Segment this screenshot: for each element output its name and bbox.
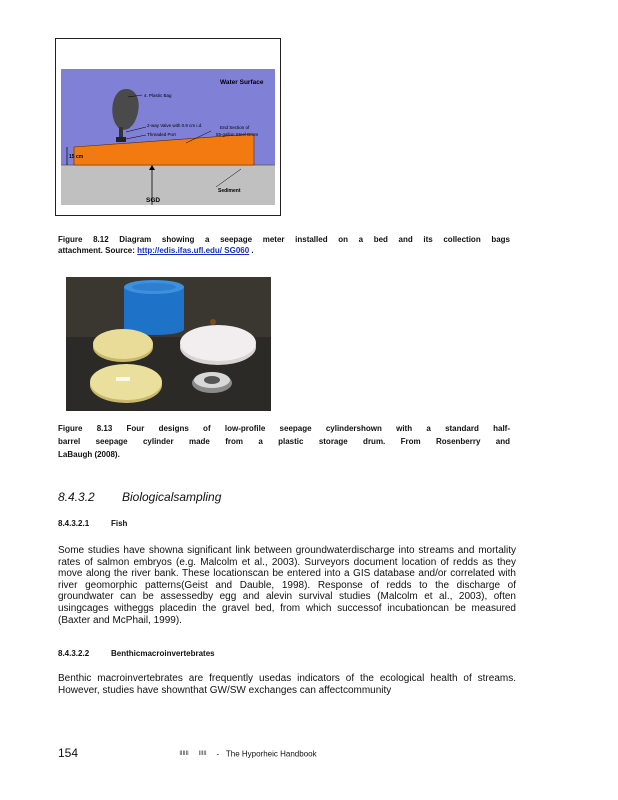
subsection-fish-heading: [58, 519, 127, 528]
subsection-fish-title: Fish: [111, 519, 128, 528]
subsection-benthic-number: 8.4.3.2.2: [58, 649, 90, 658]
caption-suffix: .: [251, 246, 254, 255]
label-plastic-bag: 4. Plastic Bag: [144, 93, 172, 98]
source-link[interactable]: http://edis.ifas.ufl.edu/ SG060: [137, 246, 250, 255]
figure-8-12-caption-line1: Figure 8.12 Diagram showing a seepage meter installed on a bed and its collection bags: [58, 235, 510, 244]
label-end-section-1: End Section of: [220, 125, 250, 130]
subsection-fish-number: 8.4.3.2.1: [58, 519, 90, 528]
caption-prefix: attachment. Source:: [58, 246, 135, 255]
book-title: The Hyporheic Handbook: [225, 749, 317, 759]
label-depth: 15 cm: [69, 154, 84, 160]
page-footer: [58, 746, 518, 760]
label-sgd: SGD: [146, 197, 161, 204]
footer-mark-a: ǀǀǀǀǀǀ: [179, 750, 189, 757]
label-threaded-port: Threaded Port: [147, 132, 176, 137]
label-water-surface: Water Surface: [220, 79, 264, 86]
label-end-section-2: 55-gallon Steel Drum: [216, 132, 259, 137]
seepage-cylinders-photo: [66, 277, 271, 411]
section-number: 8.4.3.2: [58, 490, 95, 504]
section-heading: [58, 490, 221, 504]
section-title: Biologicalsampling: [122, 490, 222, 504]
figure-8-13-caption-line2: barrel seepage cylinder made from a plastic storage drum. From Rosenberry and: [58, 437, 510, 446]
label-sediment: Sediment: [218, 188, 241, 194]
page-number: 154: [58, 746, 79, 760]
figure-8-13-caption-line3: LaBaugh (2008).: [58, 450, 120, 459]
footer-mark-b: ǀǀǀǀǀ: [198, 750, 207, 757]
seepage-meter-diagram: [55, 38, 281, 216]
fish-paragraph: Some studies have showna significant link between groundwaterdischarge into streams and mortality rates of salmon embryos (e.g. Malcolm et al., 2003). Surveyors document location of redds as they move along the river bank. These locationscan be entered into a GIS database and/or correlated with river geomorphic patterns(Geist and Dauble, 1998). Response of redds to the discharge of groundwater can be assessedby egg and alevin survival studies (Malcolm et al., 2003), often usingcages witheggs placedin the gravel bed, from which successof incubationcan be measured (Baxter and McPhail, 1999).: [58, 545, 516, 626]
footer-separator: -: [216, 749, 220, 759]
subsection-benthic-heading: [58, 649, 215, 658]
subsection-benthic-title: Benthicmacroinvertebrates: [111, 649, 215, 658]
label-valve: 2-way Valve with 0.9 cm i.d.: [147, 123, 203, 128]
figure-8-12-caption-line2: [58, 245, 510, 256]
benthic-paragraph: Benthic macroinvertebrates are frequently usedas indicators of the ecological health of streams. However, studies have shownthat GW/SW exchanges can affectcommunity: [58, 673, 516, 696]
figure-8-13-caption-line1: Figure 8.13 Four designs of low-profile seepage cylindershown with a standard half-: [58, 424, 510, 433]
